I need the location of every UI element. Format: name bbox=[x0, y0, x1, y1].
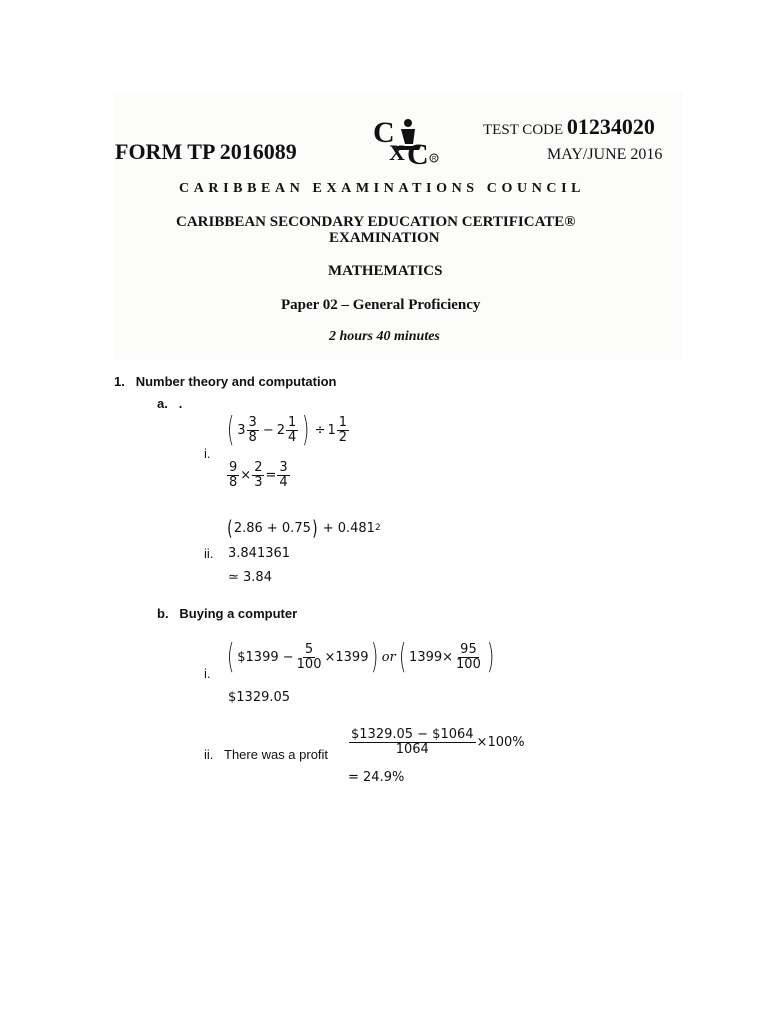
paper-title: Paper 02 – General Proficiency bbox=[281, 297, 481, 313]
mixed-whole: 2 bbox=[276, 422, 286, 438]
question-number: 1. bbox=[114, 374, 125, 389]
part-b-i-expression: ( $1399 − $\frac{5}{100}$ ×1399 ) or ( 1399× $\frac{95}{100}$ ) bbox=[226, 637, 495, 677]
fraction: $\frac{3}{8}$ bbox=[248, 414, 257, 445]
fraction: $\frac{1}{2}$ bbox=[338, 414, 348, 445]
part-a-i-result bbox=[226, 461, 291, 489]
council-name: CARIBBEAN EXAMINATIONS COUNCIL bbox=[179, 181, 586, 196]
part-b-ii-expression bbox=[348, 728, 525, 756]
part-b-ii-answer: = 24.9% bbox=[348, 770, 405, 785]
part-a-heading bbox=[157, 396, 182, 411]
test-code-value: 01234020 bbox=[566, 114, 655, 139]
part-b-i-label: i. bbox=[204, 666, 211, 681]
subject-title: MATHEMATICS bbox=[328, 263, 443, 279]
part-b-ii-label bbox=[204, 747, 328, 762]
part-b-label: b. bbox=[157, 606, 169, 621]
expression-start: 1399× bbox=[409, 649, 454, 665]
svg-text:R: R bbox=[432, 156, 437, 163]
part-b-heading bbox=[157, 606, 297, 621]
fraction: $\frac{\$1329.05 - \$1064}{1064}$ bbox=[351, 727, 474, 757]
test-code-label: TEST CODE bbox=[483, 122, 564, 138]
mixed-whole: 1 bbox=[327, 422, 336, 438]
part-a-placeholder: . bbox=[178, 396, 183, 411]
part-b-ii-text: There was a profit bbox=[224, 747, 329, 762]
or-word: or bbox=[381, 649, 396, 665]
fraction: $\frac{1}{4}$ bbox=[288, 414, 297, 445]
part-a-label: a. bbox=[157, 396, 168, 411]
cxc-logo bbox=[371, 114, 445, 170]
fraction: $\frac{3}{4}$ bbox=[279, 460, 288, 490]
part-a-i-expression: ( 3 $\frac{3}{8}$ − 2 $\frac{1}{4}$ ) ÷ 1 $\frac{1}{2}$ bbox=[226, 410, 348, 450]
question-1-heading bbox=[114, 374, 336, 389]
equals-sign: = bbox=[265, 467, 277, 483]
expression-inner: 2.86 + 0.75 bbox=[233, 520, 311, 536]
fraction: $\frac{9}{8}$ bbox=[229, 460, 238, 490]
part-b-ii-number: ii. bbox=[204, 747, 214, 762]
test-code bbox=[483, 114, 655, 140]
part-b-title: Buying a computer bbox=[179, 606, 298, 621]
certificate-title: CARIBBEAN SECONDARY EDUCATION CERTIFICATE® bbox=[176, 214, 576, 230]
divide-sign: ÷ bbox=[314, 422, 326, 438]
mixed-whole: 3 bbox=[237, 422, 246, 438]
part-a-i-label: i. bbox=[204, 446, 211, 461]
part-b-i-answer: $1329.05 bbox=[228, 690, 291, 705]
exam-session: MAY/JUNE 2016 bbox=[547, 146, 663, 163]
times-sign: × bbox=[240, 467, 252, 483]
question-title: Number theory and computation bbox=[135, 374, 337, 389]
fraction: $\frac{95}{100}$ bbox=[456, 641, 481, 672]
part-a-ii-approx: ≃ 3.84 bbox=[228, 570, 272, 585]
expression-end: ×1399 bbox=[324, 649, 369, 665]
certificate-title-line2: EXAMINATION bbox=[329, 230, 440, 246]
part-a-ii-label: ii. bbox=[204, 546, 214, 561]
part-a-ii-value: 3.841361 bbox=[228, 546, 291, 561]
svg-text:X: X bbox=[389, 140, 405, 165]
minus-sign: − bbox=[262, 422, 274, 438]
times-percent: ×100% bbox=[476, 734, 525, 750]
exponent: 2 bbox=[374, 523, 381, 533]
fraction: $\frac{2}{3}$ bbox=[254, 460, 263, 490]
svg-text:C: C bbox=[407, 138, 429, 170]
expression-rest: + 0.481 bbox=[322, 520, 375, 536]
part-a-ii-expression: ( 2.86 + 0.75 ) + 0.481 2 bbox=[227, 516, 381, 540]
expression-start: $1399 − bbox=[237, 649, 294, 665]
form-number: FORM TP 2016089 bbox=[115, 139, 297, 164]
fraction: $\frac{5}{100}$ bbox=[296, 641, 322, 672]
exam-duration: 2 hours 40 minutes bbox=[329, 329, 440, 344]
svg-text:C: C bbox=[373, 116, 395, 149]
